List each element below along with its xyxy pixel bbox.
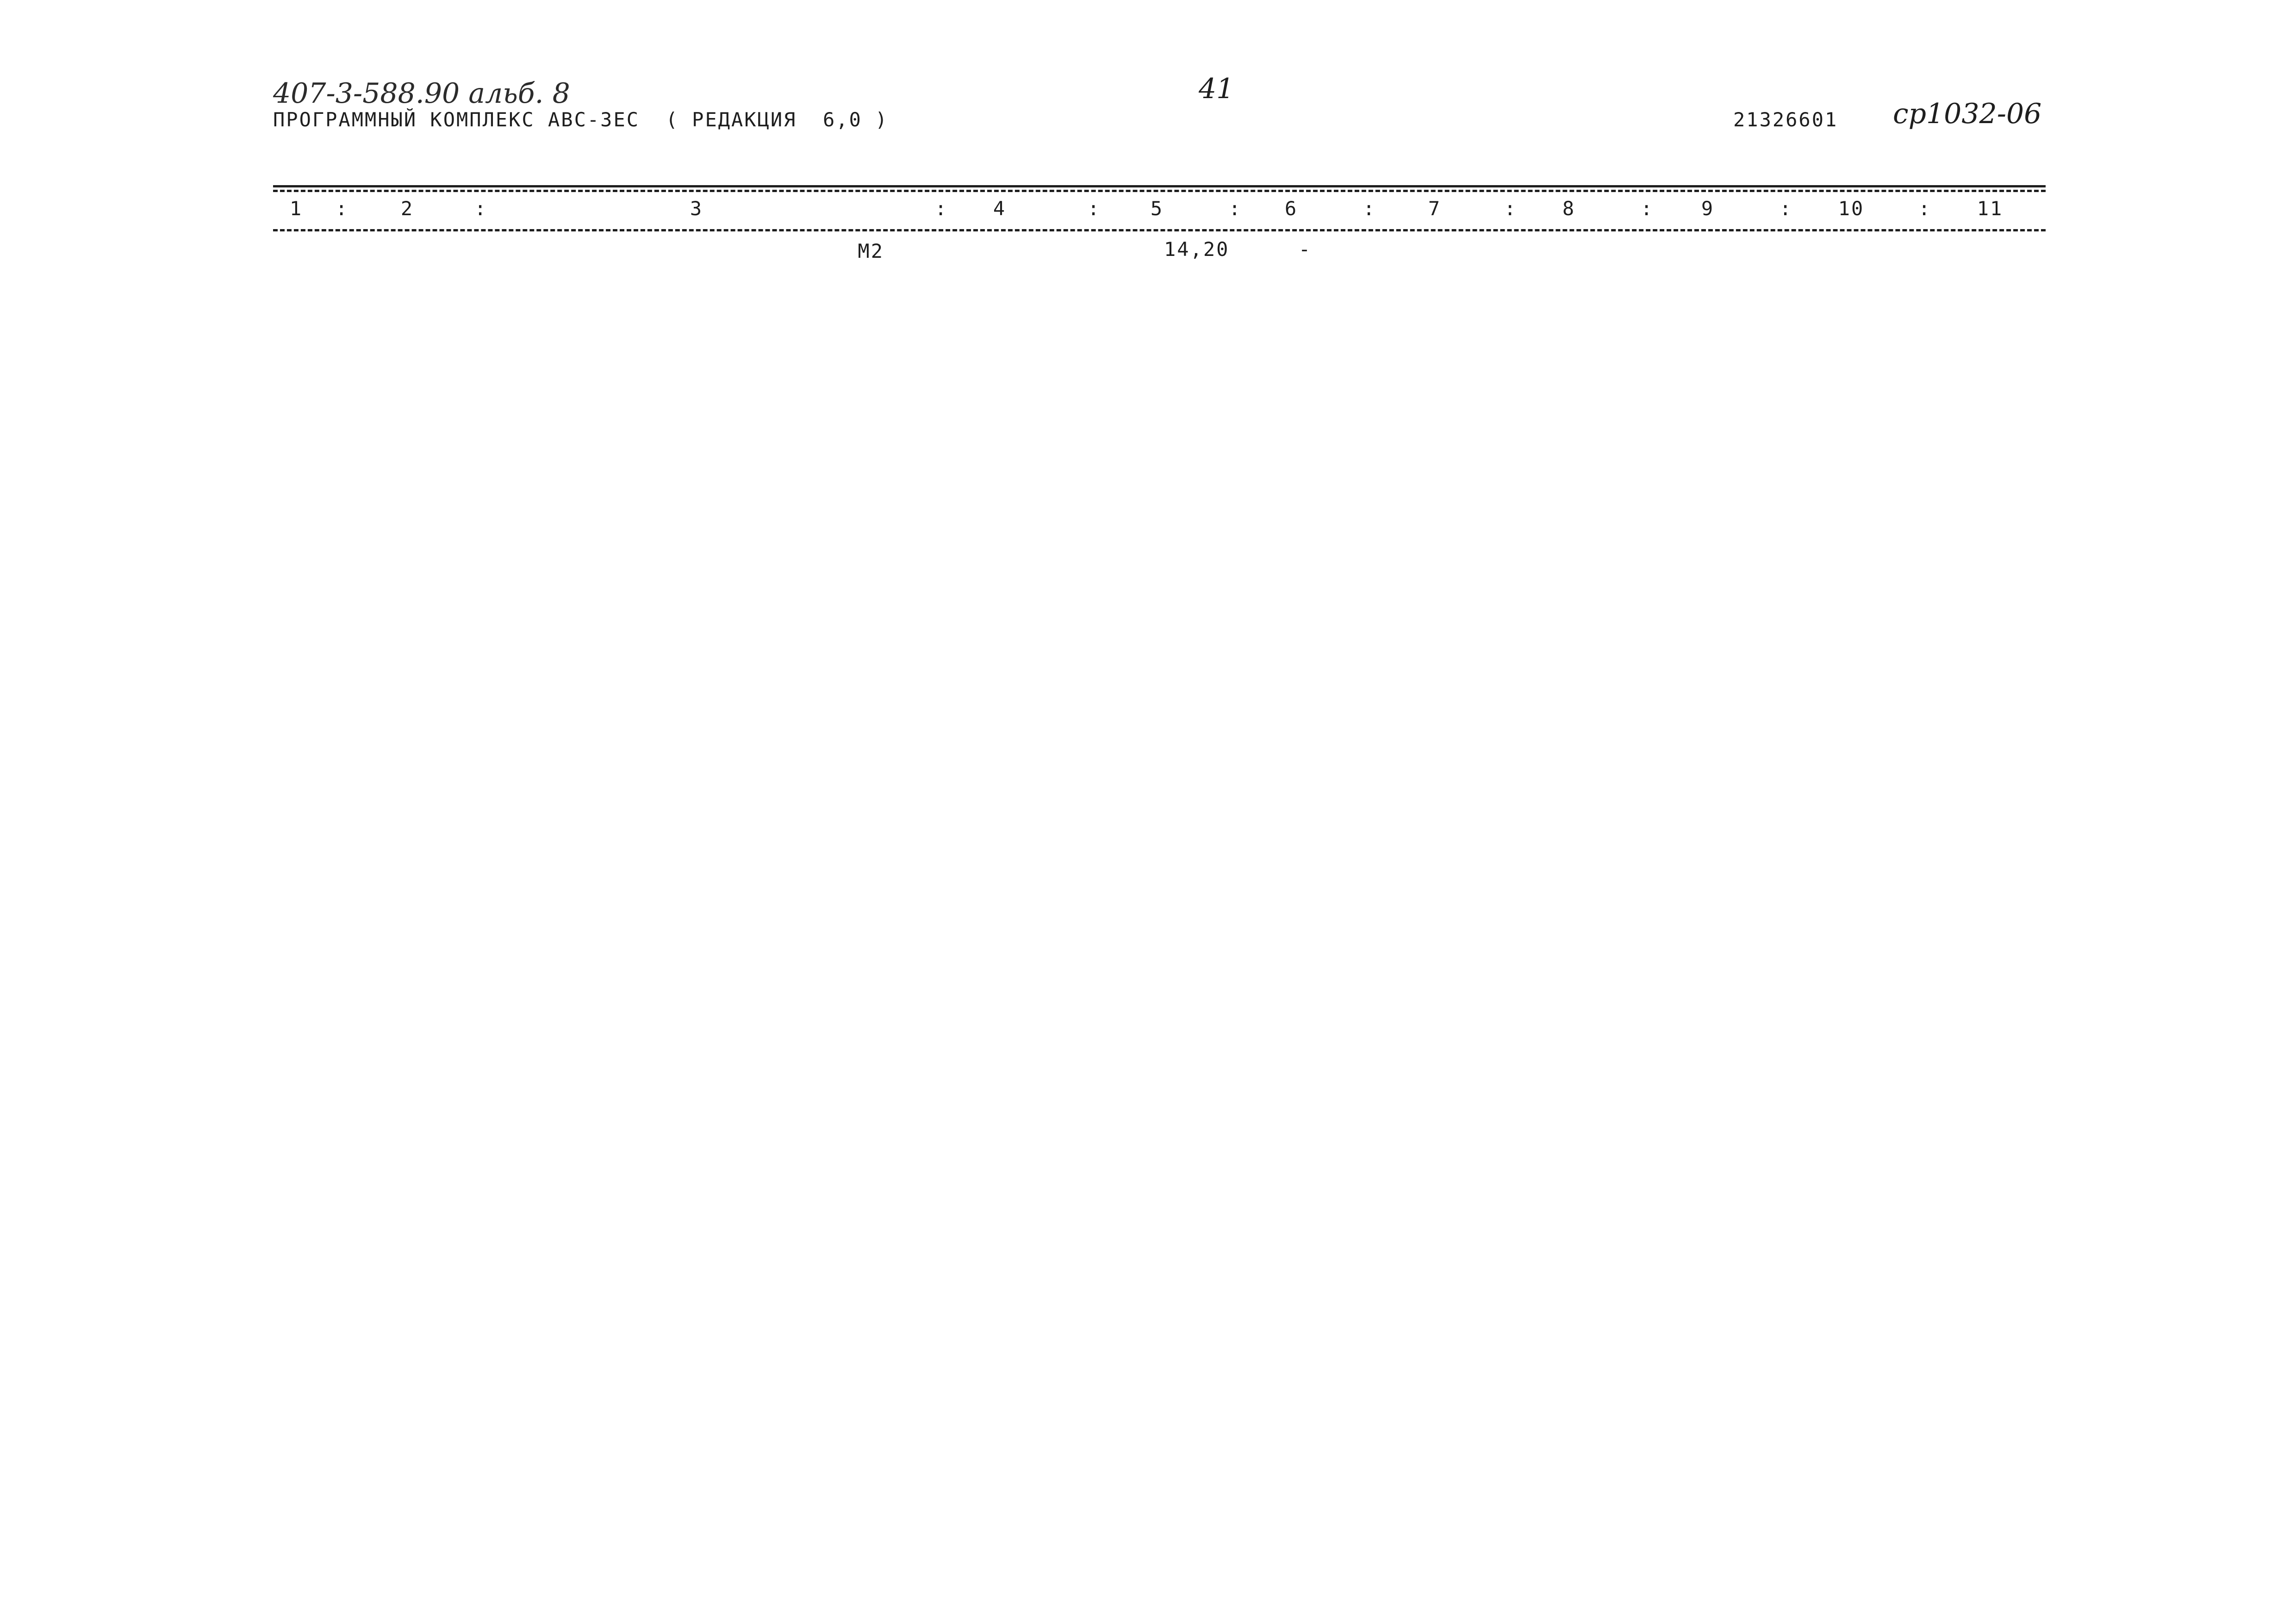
handwritten-album-ref: 407-3-588.90 альб. 8	[273, 77, 570, 110]
column-header-3: 3	[690, 197, 703, 220]
unit-line-dash: 14,20	[1164, 238, 1230, 261]
column-header-6: 6	[1284, 197, 1298, 220]
column-separator: :	[336, 197, 349, 220]
column-separator: :	[1504, 197, 1518, 220]
column-header-7: 7	[1428, 197, 1442, 220]
unit-line-dash: -	[1298, 238, 1312, 261]
column-separator: :	[1780, 197, 1793, 220]
column-header-2: 2	[400, 197, 414, 220]
column-separator: :	[1088, 197, 1101, 220]
code-number: 21326601	[1733, 108, 1838, 131]
program-line: ПРОГРАММНЫЙ КОМПЛЕКС АВС-3ЕС ( РЕДАКЦИЯ 6,0 )	[273, 108, 889, 131]
handwritten-code: ср1032-06	[1893, 98, 2042, 130]
column-header-1: 1	[289, 197, 303, 220]
column-header-8: 8	[1562, 197, 1576, 220]
column-header-10: 10	[1838, 197, 1865, 220]
column-separator: :	[1641, 197, 1654, 220]
column-header-11: 11	[1977, 197, 2004, 220]
header-bottom-rule	[273, 229, 2046, 231]
unit-label: М2	[858, 240, 884, 262]
column-header-4: 4	[993, 197, 1007, 220]
table-top-rule	[273, 185, 2046, 187]
column-separator: :	[474, 197, 488, 220]
column-header-5: 5	[1150, 197, 1164, 220]
column-separator: :	[1918, 197, 1932, 220]
table-top-rule-2	[273, 190, 2046, 192]
page-number: 41	[1199, 73, 1234, 105]
column-separator: :	[1229, 197, 1242, 220]
column-separator: :	[1363, 197, 1376, 220]
column-separator: :	[935, 197, 948, 220]
column-header-9: 9	[1701, 197, 1715, 220]
